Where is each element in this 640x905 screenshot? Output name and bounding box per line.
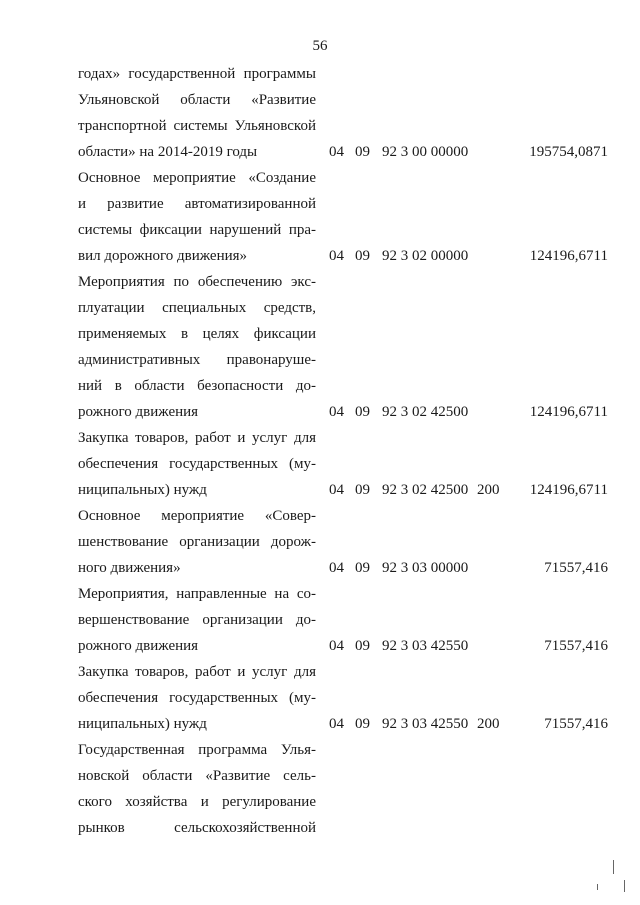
- row-description: [78, 659, 316, 737]
- section-code: 04: [329, 248, 344, 264]
- section-code: 04: [329, 560, 344, 576]
- description-line: вершенствование организации до-: [78, 612, 316, 628]
- target-article-code: 92 3 02 42500: [382, 482, 469, 498]
- scan-speck: [597, 884, 598, 890]
- subsection-code: 09: [355, 638, 370, 654]
- scan-speck: [624, 880, 625, 892]
- description-line: плуатации специальных средств,: [78, 300, 316, 316]
- description-line: Государственная программа Улья-: [78, 742, 316, 758]
- row-description: [78, 165, 316, 269]
- description-line: ного движения»: [78, 560, 181, 576]
- subsection-code: 09: [355, 560, 370, 576]
- description-line: Основное мероприятие «Совер-: [78, 508, 316, 524]
- amount: 71557,416: [544, 638, 608, 654]
- section-code: 04: [329, 404, 344, 420]
- amount: 195754,0871: [529, 144, 608, 160]
- section-code: 04: [329, 482, 344, 498]
- description-line: Закупка товаров, работ и услуг для: [78, 430, 316, 446]
- description-line: применяемых в целях фиксации: [78, 326, 316, 342]
- description-line: рожного движения: [78, 638, 199, 654]
- description-line: ниципальных) нужд: [78, 482, 207, 498]
- row-description: [78, 503, 316, 581]
- subsection-code: 09: [355, 404, 370, 420]
- description-line: области» на 2014-2019 годы: [78, 144, 258, 160]
- description-line: ниципальных) нужд: [78, 716, 207, 732]
- target-article-code: 92 3 03 00000: [382, 560, 469, 576]
- row-description: [78, 737, 316, 841]
- subsection-code: 09: [355, 482, 370, 498]
- target-article-code: 92 3 00 00000: [382, 144, 469, 160]
- page-number: 56: [312, 38, 328, 54]
- row-description: [78, 425, 316, 503]
- description-line: рынков сельскохозяйственной: [78, 820, 316, 836]
- description-line: ского хозяйства и регулирование: [78, 794, 316, 810]
- description-line: Закупка товаров, работ и услуг для: [78, 664, 316, 680]
- description-line: транспортной системы Ульяновской: [78, 118, 316, 134]
- subsection-code: 09: [355, 144, 370, 160]
- description-line: системы фиксации нарушений пра-: [78, 222, 316, 238]
- description-line: вил дорожного движения»: [78, 248, 248, 264]
- row-description: [78, 269, 316, 425]
- description-line: Мероприятия по обеспечению экс-: [78, 274, 316, 290]
- description-line: и развитие автоматизированной: [78, 196, 316, 212]
- target-article-code: 92 3 03 42550: [382, 716, 469, 732]
- description-line: Основное мероприятие «Создание: [78, 170, 316, 186]
- scan-speck: [613, 860, 614, 874]
- target-article-code: 92 3 03 42550: [382, 638, 469, 654]
- amount: 124196,6711: [529, 248, 608, 264]
- row-description: [78, 581, 316, 659]
- description-line: обеспечения государственных (му-: [78, 690, 316, 706]
- amount: 124196,6711: [529, 404, 608, 420]
- row-description: [78, 61, 316, 165]
- subsection-code: 09: [355, 716, 370, 732]
- amount: 124196,6711: [529, 482, 608, 498]
- description-line: рожного движения: [78, 404, 199, 420]
- target-article-code: 92 3 02 00000: [382, 248, 469, 264]
- expense-type-code: 200: [477, 482, 500, 498]
- section-code: 04: [329, 638, 344, 654]
- description-line: годах» государственной программы: [78, 66, 316, 82]
- description-line: новской области «Развитие сель-: [78, 768, 316, 784]
- description-line: административных правонаруше-: [78, 352, 316, 368]
- amount: 71557,416: [544, 716, 608, 732]
- description-line: Ульяновской области «Развитие: [78, 92, 316, 108]
- description-line: ний в области безопасности до-: [78, 378, 316, 394]
- description-line: Мероприятия, направленные на со-: [78, 586, 316, 602]
- description-line: шенствование организации дорож-: [78, 534, 316, 550]
- section-code: 04: [329, 144, 344, 160]
- amount: 71557,416: [544, 560, 608, 576]
- target-article-code: 92 3 02 42500: [382, 404, 469, 420]
- description-line: обеспечения государственных (му-: [78, 456, 316, 472]
- subsection-code: 09: [355, 248, 370, 264]
- section-code: 04: [329, 716, 344, 732]
- expense-type-code: 200: [477, 716, 500, 732]
